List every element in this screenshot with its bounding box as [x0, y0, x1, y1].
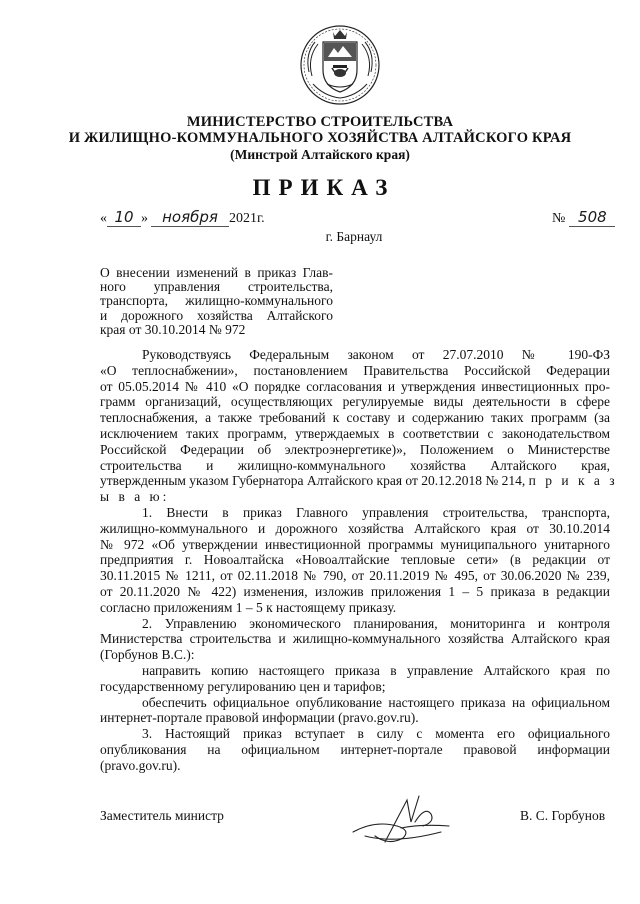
body-line: опубликования на официальном интернет-портале правовой информации [100, 741, 610, 757]
body-line: Министерства строительства и жилищно-коммунального хозяйства Алтайского края [100, 631, 610, 647]
body-line: 1. Внести в приказ Главного управления строительства, транспорта, [142, 504, 610, 520]
date-month: ноября [151, 208, 229, 227]
body-line: от 05.05.2014 № 410 «О порядке согласования и утверждения инвестиционных про- [100, 378, 610, 394]
body-line: 2. Управлению экономического планирования, мониторинга и контроля [142, 615, 610, 631]
order-number-line [552, 208, 615, 227]
body-line: согласно приложениям 1 – 5 к настоящему приказу. [100, 599, 397, 615]
order-subject [100, 266, 333, 337]
ministry-name-line-2: И ЖИЛИЩНО-КОММУНАЛЬНОГО ХОЗЯЙСТВА АЛТАЙСКОГО КРАЯ [68, 130, 572, 146]
body-line: государственному регулированию цен и тарифов; [100, 678, 386, 694]
body-line: 3. Настоящий приказ вступает в силу с момента его официального [142, 726, 610, 742]
date-open-quote: « [100, 211, 107, 226]
ministry-name-line-1: МИНИСТЕРСТВО СТРОИТЕЛЬСТВА [186, 114, 454, 130]
signatory-name: В. С. Горбунов [520, 808, 606, 823]
body-line: от 20.11.2020 № 422) изменения, изложив приложения 1 – 5 приказа в редакции [100, 583, 610, 599]
date-year: 2021г. [229, 211, 265, 226]
body-line: обеспечить официальное опубликование настоящего приказа на официальном [142, 694, 610, 710]
body-line: (pravo.gov.ru). [100, 757, 181, 773]
body-line: утвержденным указом Губернатора Алтайского края от 20.12.2018 № 214, [100, 473, 526, 489]
body-line: № 972 «Об утверждении инвестиционной программы муниципального унитарного [100, 536, 610, 552]
subject-line: края от 30.10.2014 № 972 [100, 321, 246, 337]
body-line: жилищно-коммунального и дорожного хозяйства Алтайского края от 30.10.2014 [100, 520, 610, 536]
body-line: интернет-портале правовой информации (pravo.gov.ru). [100, 710, 419, 726]
date-close-quote: » [141, 211, 148, 226]
body-line: «О теплоснабжении», постановлением Правительства Российской Федерации [100, 362, 610, 378]
document-type-title: ПРИКАЗ [252, 175, 396, 200]
body-line-with-prikaz [100, 473, 618, 489]
subject-line: ного управления строительства, [100, 279, 333, 295]
handwritten-signature [345, 792, 455, 848]
body-line: Руководствуясь Федеральным законом от 27.07.2010 № 190-ФЗ [142, 347, 610, 362]
order-number: 508 [569, 208, 615, 227]
body-line: направить копию настоящего приказа в управление Алтайского края по [142, 662, 610, 678]
subject-line: и дорожного хозяйства Алтайского [100, 307, 333, 323]
body-line: ы в а ю: [100, 489, 170, 505]
subject-line: транспорта, жилищно-коммунального [100, 293, 333, 309]
body-line: (Горбунов В.С.): [100, 647, 195, 663]
subject-line: О внесении изменений в приказ Глав- [100, 265, 333, 280]
city-name: г. Барнаул [325, 229, 383, 244]
ministry-short-name: (Минстрой Алтайского края) [230, 147, 410, 162]
body-line: строительства и жилищно-коммунального хозяйства Алтайского края, [100, 457, 610, 473]
coat-of-arms-icon [299, 24, 381, 106]
number-sign: № [552, 211, 566, 226]
signatory-position: Заместитель министр [100, 808, 224, 823]
body-line: Российской Федерации об электроэнергетике)», Положением о Министерстве [100, 441, 610, 457]
order-body [100, 347, 618, 774]
body-line: теплоснабжения, а также требований к составу и содержанию таких программ (за [100, 410, 610, 426]
date-day: 10 [107, 208, 141, 227]
body-line: исключением таких программ, утверждаемых в соответствии с законодательством [100, 425, 610, 441]
date-line [100, 208, 265, 227]
prikaz-spaced: п р и к а з [528, 473, 618, 489]
body-line: предприятия г. Новоалтайска «Новоалтайские тепловые сети» (в редакции от [100, 552, 610, 568]
body-line: грамм организаций, осуществляющих регулируемые виды деятельности в сфере [100, 394, 610, 410]
body-line: 30.11.2015 № 1211, от 02.11.2018 № 790, от 20.11.2019 № 495, от 30.06.2020 № 239, [100, 568, 610, 584]
